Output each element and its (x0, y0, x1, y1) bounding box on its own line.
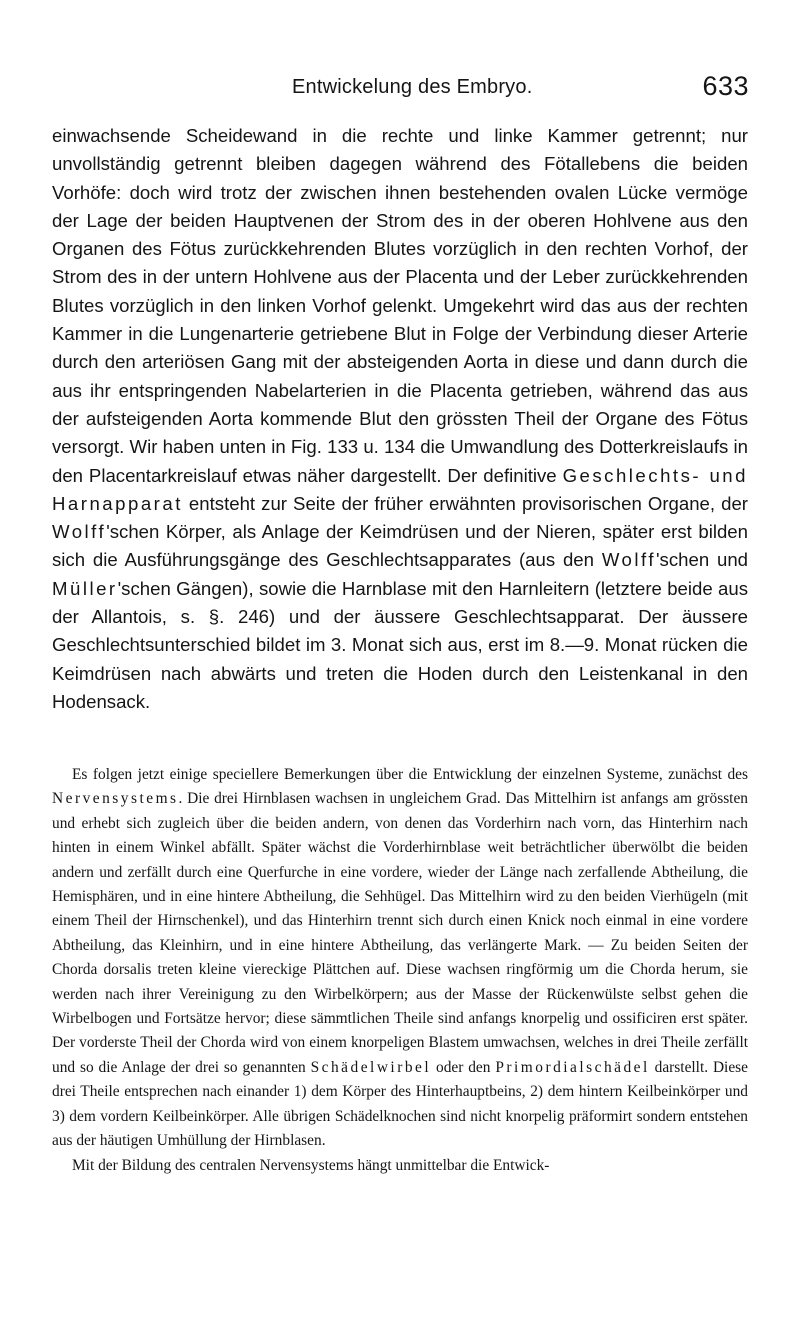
small-text-segment: darstellt. Diese drei Theile entsprechen nach einander 1) dem Körper des Hinterhauptbeins, 2) dem hintern Keilbeinkörper und 3) dem vordern Keilbeinkörper. Alle übrigen Schädelknochen sind nicht knorpelig präformirt sondern entstehen aus der häutigen Umhüllung der Hirnblasen. (52, 1058, 748, 1150)
spaced-term: Geschlechts- und Harnapparat (52, 464, 748, 514)
running-title: Entwickelung des Embryo. (292, 76, 533, 98)
small-paragraph (52, 763, 748, 1154)
spaced-name: Wolff (52, 521, 107, 543)
spaced-term: Primordialschädel (495, 1058, 650, 1076)
small-text-segment: oder den (431, 1058, 496, 1076)
main-text-segment: 'schen Gängen), sowie die Harnblase mit den Harnleitern (letztere beide aus der Allantois, s. §. 246) und der äussere Geschlechtsapparat. Der äussere Geschlechtsunterschied bildet im 3. Monat sich aus, erst im 8.—9. Monat rücken die Keimdrüsen nach abwärts und treten die Hoden durch den Leistenkanal in den Hodensack. (52, 577, 748, 712)
page-header (52, 71, 749, 108)
main-text-segment: 'schen und (656, 549, 748, 571)
spaced-term: Schädelwirbel (310, 1058, 432, 1076)
page-number: 633 (702, 71, 749, 101)
small-print-block (52, 763, 748, 1178)
main-text-segment: entsteht zur Seite der früher erwähnten provisorischen Organe, der (182, 492, 748, 514)
main-text-segment: 'schen Körper, als Anlage der Keimdrüsen und der Nieren, später erst bilden sich die Ausführungsgänge des Geschlechtsapparates (aus den (52, 521, 748, 571)
main-text-segment: einwachsende Scheidewand in die rechte und linke Kammer getrennt; nur unvollständig getrennt bleiben dagegen während des Fötallebens die beiden Vorhöfe: doch wird trotz der zwischen ihnen bestehenden ovalen Lücke vermöge der Lage der beiden Hauptvenen der Strom des in der oberen Hohlvene aus den Organen des Fötus zurückkehrenden Blutes vorzüglich in den rechten Vorhof, der Strom des in der untern Hohlvene aus der Placenta und der Leber zurückkehrenden Blutes vorzüglich in den linken Vorhof gelenkt. Umgekehrt wird das aus der rechten Kammer in die Lungenarterie getriebene Blut in Folge der Verbindung dieser Arterie durch den arteriösen Gang mit der absteigenden Aorta in diese und dann durch die aus ihr entspringenden Nabelarterien in die Placenta getrieben, während das aus der aufsteigenden Aorta kommende Blut den grössten Theil der Organe des Fötus versorgt. Wir haben unten in Fig. 133 u. 134 die Umwandlung des Dotterkreislaufs in den Placentarkreislauf etwas näher dargestellt. Der definitive (52, 125, 748, 486)
spaced-term: Nervensystems (52, 790, 179, 808)
main-paragraph-block (52, 122, 748, 716)
main-paragraph (52, 122, 748, 716)
small-text-segment: . Die drei Hirnblasen wachsen in ungleichem Grad. Das Mittelhirn ist anfangs am grössten und erhebt sich zugleich über die beiden andern, von denen das Vorderhirn nach vorn, das Hinterhirn nach hinten in einem Winkel abfällt. Später wächst die Vorderhirnblase weit beträchtlicher überwölbt die beiden andern und zerfällt durch eine Querfurche in eine vordere, wieder der Länge nach zerfallende Abtheilung, die Hemisphären, und in eine hintere Abtheilung, die Sehhügel. Das Mittelhirn wird zu den beiden Vierhügeln (mit einem Theil der Hirnschenkel), und das Hinterhirn trennt sich durch einen Knick noch einmal in eine vordere Abtheilung, das Kleinhirn, und in eine hintere Abtheilung, das verlängerte Mark. — Zu beiden Seiten der Chorda dorsalis treten kleine viereckige Plättchen auf. Diese wachsen ringförmig um die Chorda herum, sie werden nach ihrer Vereinigung zu den Wirbelkörpern; aus der Masse der Rückenwülste selbst gehen die Wirbelbogen und Fortsätze hervor; diese sämmtlichen Theile sind anfangs knorpelig und ossificiren erst später. Der vorderste Theil der Chorda wird von einem knorpeligen Blastem umwachsen, welches in drei Theile zerfällt und so die Anlage der drei so genannten (52, 790, 748, 1076)
small-text-segment: Es folgen jetzt einige speciellere Bemerkungen über die Entwicklung der einzelnen Systeme, zunächst des (72, 766, 748, 783)
spaced-name: Wolff (601, 549, 656, 571)
small-paragraph: Mit der Bildung des centralen Nervensystems hängt unmittelbar die Entwick- (72, 1156, 550, 1174)
spaced-name: Müller (52, 577, 118, 599)
